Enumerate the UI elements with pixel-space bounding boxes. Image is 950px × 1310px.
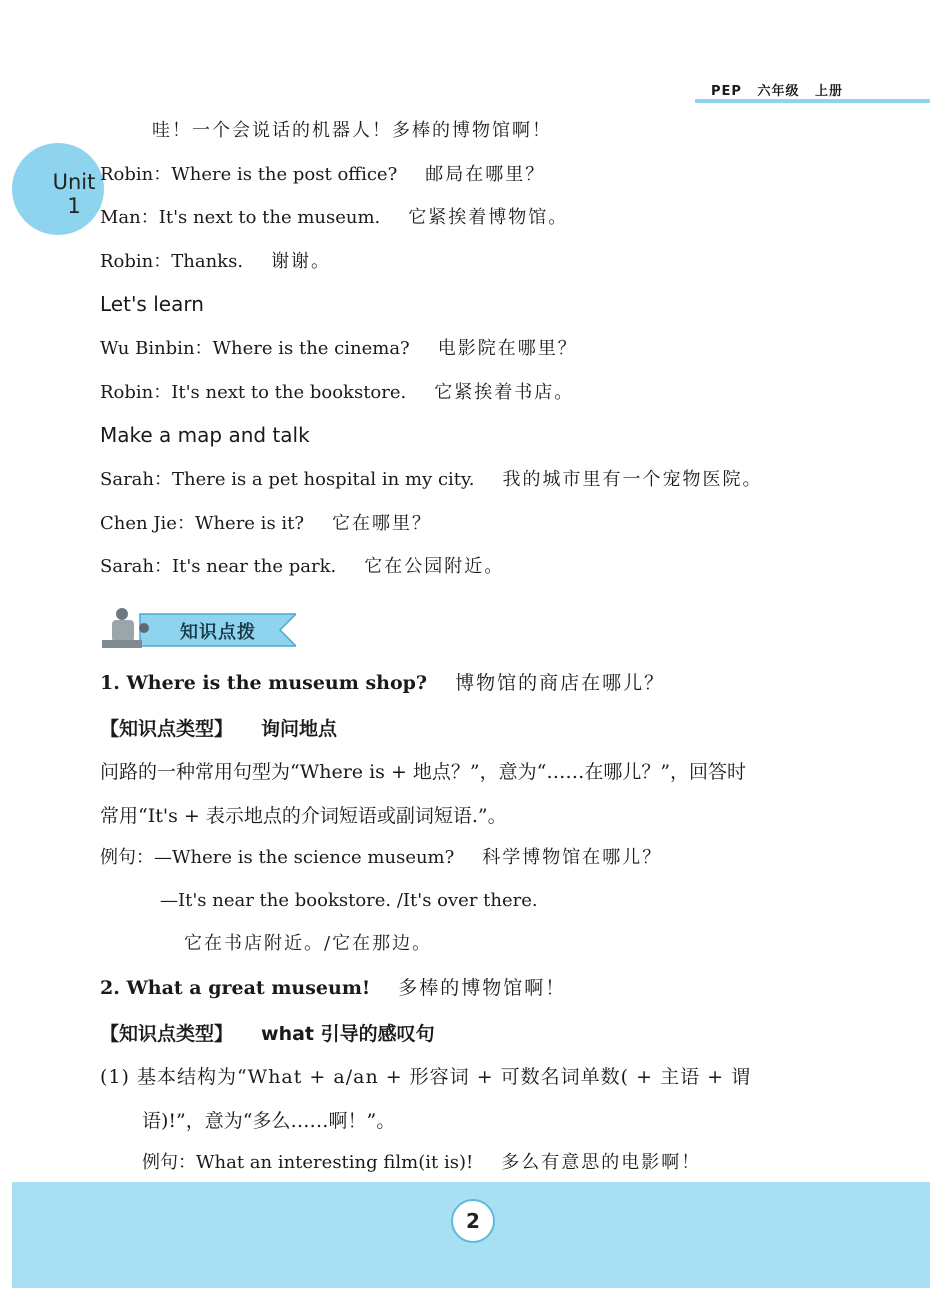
badge-figure-head-2 xyxy=(139,623,149,633)
page-number: 2 xyxy=(451,1199,495,1243)
unit-tab xyxy=(48,170,100,218)
dialogue-line-2 xyxy=(100,205,568,231)
type-value: what 引导的感叹句 xyxy=(261,1023,435,1045)
dialogue-en: Chen Jie：Where is it? xyxy=(100,513,305,534)
example-prefix: 例句： xyxy=(100,847,154,868)
example-cn: 科学博物馆在哪儿？ xyxy=(482,847,663,868)
point2-title-en: 2. What a great museum! xyxy=(100,977,371,999)
point1-desc-line2: 常用“It's + 表示地点的介词短语或副词短语.”。 xyxy=(100,805,507,827)
point2-title-cn: 多棒的博物馆啊！ xyxy=(398,977,567,999)
point2-example xyxy=(142,1150,701,1176)
unit-number: 1 xyxy=(67,194,81,218)
dialogue-cn: 谢谢。 xyxy=(271,251,332,272)
grade-label: 六年级 xyxy=(757,84,800,99)
point2-rule-line2: 语)!”，意为“多么……啊！”。 xyxy=(142,1110,396,1132)
dialogue-en: Sarah：There is a pet hospital in my city. xyxy=(100,469,475,490)
dialogue-cn: 它在公园附近。 xyxy=(364,556,505,577)
badge-figure-head xyxy=(116,608,128,620)
point1-example-a-cn xyxy=(184,931,432,957)
section-heading-make-map: Make a map and talk xyxy=(100,423,310,447)
example-cn: 它在书店附近。/它在那边。 xyxy=(184,933,433,954)
point1-desc-line1: 问路的一种常用句型为“Where is + 地点？”，意为“……在哪儿？”，回答时 xyxy=(100,761,747,783)
dialogue-line-3 xyxy=(100,249,331,275)
running-header xyxy=(711,80,853,99)
dialogue-en: Robin：It's next to the bookstore. xyxy=(100,382,407,403)
lets-learn-line-0 xyxy=(100,336,578,362)
point1-title-cn: 博物馆的商店在哪儿？ xyxy=(455,672,666,694)
dialogue-en: Wu Binbin：Where is the cinema? xyxy=(100,338,410,359)
badge-figure-body xyxy=(112,620,134,642)
dialogue-cn: 我的城市里有一个宠物医院。 xyxy=(502,469,763,490)
dialogue-en: Robin：Where is the post office? xyxy=(100,164,398,185)
unit-word: Unit xyxy=(52,170,96,194)
dialogue-cn: 电影院在哪里？ xyxy=(437,338,578,359)
dialogue-line-1 xyxy=(100,162,545,188)
make-map-line-0 xyxy=(100,467,763,493)
point2-type xyxy=(100,1019,435,1046)
dialogue-cn: 邮局在哪里？ xyxy=(425,164,546,185)
point1-example-q xyxy=(100,845,662,871)
example-en: —Where is the science museum? xyxy=(154,847,455,868)
type-label: 【知识点类型】 xyxy=(100,1023,234,1045)
type-value: 询问地点 xyxy=(261,718,338,740)
lets-learn-line-1 xyxy=(100,380,574,406)
dialogue-en: Sarah：It's near the park. xyxy=(100,556,337,577)
badge-label: 知识点拨 xyxy=(180,622,256,643)
example-cn: 多么有意思的电影啊！ xyxy=(501,1152,702,1173)
dialogue-line-0 xyxy=(152,118,552,144)
example-prefix: 例句： xyxy=(142,1152,196,1173)
example-en: What an interesting film(it is)! xyxy=(196,1152,474,1173)
header-rule xyxy=(695,99,930,103)
point1-type xyxy=(100,714,337,741)
point2-title xyxy=(100,975,566,1001)
dialogue-cn: 它紧挨着博物馆。 xyxy=(408,207,569,228)
publisher-label: PEP xyxy=(711,84,742,99)
dialogue-cn: 它在哪里？ xyxy=(332,513,433,534)
point1-title-en: 1. Where is the museum shop? xyxy=(100,672,428,694)
dialogue-cn: 它紧挨着书店。 xyxy=(434,382,575,403)
dialogue-en: Robin：Thanks. xyxy=(100,251,244,272)
point1-example-a: —It's near the bookstore. /It's over there. xyxy=(160,890,538,911)
make-map-line-2 xyxy=(100,554,504,580)
dialogue-en: Man：It's next to the museum. xyxy=(100,207,381,228)
volume-label: 上册 xyxy=(815,84,844,99)
make-map-line-1 xyxy=(100,511,432,537)
point1-title xyxy=(100,670,665,696)
type-label: 【知识点类型】 xyxy=(100,718,234,740)
badge-book xyxy=(102,640,142,648)
point2-rule-line1: (1) 基本结构为“What + a/an + 形容词 + 可数名词单数( + 主语 + 谓 xyxy=(100,1066,752,1088)
section-heading-lets-learn: Let's learn xyxy=(100,292,204,316)
dialogue-cn: 哇！一个会说话的机器人！多棒的博物馆啊！ xyxy=(152,120,552,141)
